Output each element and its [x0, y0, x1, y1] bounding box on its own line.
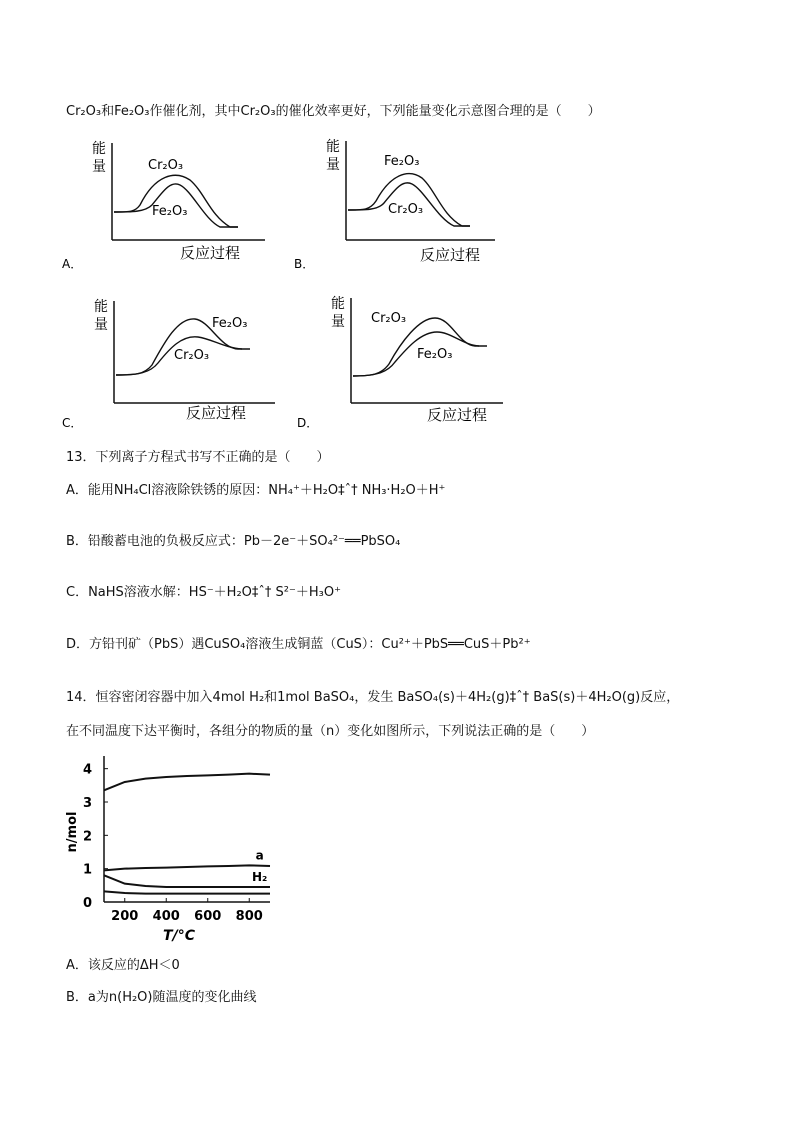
curve-label-lower: Cr₂O₃ [174, 348, 210, 363]
energy-ylabel-1: 能 [331, 296, 345, 312]
y-tick-label: 0 [82, 896, 92, 911]
energy-xlabel: 反应过程 [186, 404, 247, 422]
y-tick-label: 2 [82, 829, 92, 845]
q12-stem: Cr₂O₃和Fe₂O₃作催化剂，其中Cr₂O₃的催化效率更好，下列能量变化示意图合理的是（ ） [66, 104, 601, 119]
y-tick-label: 3 [82, 796, 92, 811]
energy-ylabel-2: 量 [94, 317, 108, 333]
y-axis-label: n/mol [65, 811, 80, 853]
q14-stem-line2: 在不同温度下达平衡时，各组分的物质的量（n）变化如图所示，下列说法正确的是（ ） [66, 724, 595, 739]
q13-option-a: A．能用NH₄Cl溶液除铁锈的原因：NH₄⁺＋H₂O‡ˆ† NH₃·H₂O＋H⁺ [66, 483, 446, 498]
curve-label-lower: Fe₂O₃ [152, 204, 188, 219]
curve-label-upper: Fe₂O₃ [212, 316, 248, 331]
energy-diagram-d [295, 290, 525, 431]
q13-option-d: D．方铅刊矿（PbS）遇CuSO₄溶液生成铜蓝（CuS）：Cu²⁺＋PbS══CuS＋Pb²⁺ [66, 637, 531, 652]
q13-stem: 13．下列离子方程式书写不正确的是（ ） [66, 450, 330, 465]
x-tick-label: 800 [235, 909, 263, 924]
q14-option-a: A．该反应的ΔH＜0 [66, 958, 180, 973]
energy-ylabel-1: 能 [326, 139, 340, 155]
x-tick-label: 200 [111, 909, 139, 924]
energy-diagram-a [60, 135, 290, 270]
x-axis-label: T/°C [163, 928, 195, 944]
energy-diagram-c [60, 293, 290, 431]
q14-option-b: B．a为n(H₂O)随温度的变化曲线 [66, 990, 257, 1005]
equilibrium-chart [60, 750, 300, 945]
x-tick-label: 400 [152, 909, 180, 924]
energy-xlabel: 反应过程 [180, 244, 241, 262]
series-line-0 [104, 774, 270, 791]
energy-ylabel-2: 量 [331, 314, 345, 330]
energy-xlabel: 反应过程 [420, 246, 481, 264]
option-letter: A． [62, 257, 83, 270]
curve-label-upper: Cr₂O₃ [148, 158, 184, 173]
x-tick-label: 600 [194, 909, 222, 924]
energy-ylabel-2: 量 [92, 159, 106, 175]
y-tick-label: 4 [82, 762, 92, 778]
curve-label-upper: Cr₂O₃ [371, 311, 407, 326]
energy-ylabel-1: 能 [94, 299, 108, 315]
series-label: a [255, 848, 264, 863]
curve-label-lower: Cr₂O₃ [388, 202, 424, 217]
q14-stem-line1: 14．恒容密闭容器中加入4mol H₂和1mol BaSO₄，发生 BaSO₄(s)＋4H₂(g)‡ˆ† BaS(s)＋4H₂O(g)反应， [66, 690, 680, 705]
curve-label-lower: Fe₂O₃ [417, 347, 453, 362]
option-letter: C． [62, 416, 83, 430]
option-letter: B． [294, 257, 315, 270]
q13-option-c: C．NaHS溶液水解：HS⁻＋H₂O‡ˆ† S²⁻＋H₃O⁺ [66, 585, 341, 600]
energy-diagram-b [290, 133, 520, 270]
energy-ylabel-2: 量 [326, 157, 340, 173]
curve-label-upper: Fe₂O₃ [384, 154, 420, 169]
series-line-2 [104, 875, 270, 887]
y-tick-label: 1 [82, 862, 92, 878]
series-label: H₂ [251, 870, 268, 884]
q13-option-b: B．铅酸蓄电池的负极反应式：Pb－2e⁻＋SO₄²⁻══PbSO₄ [66, 534, 401, 549]
series-line-1 [104, 865, 270, 870]
series-line-3 [104, 891, 270, 893]
energy-ylabel-1: 能 [92, 141, 106, 157]
energy-xlabel: 反应过程 [427, 406, 488, 424]
option-letter: D． [297, 416, 319, 430]
